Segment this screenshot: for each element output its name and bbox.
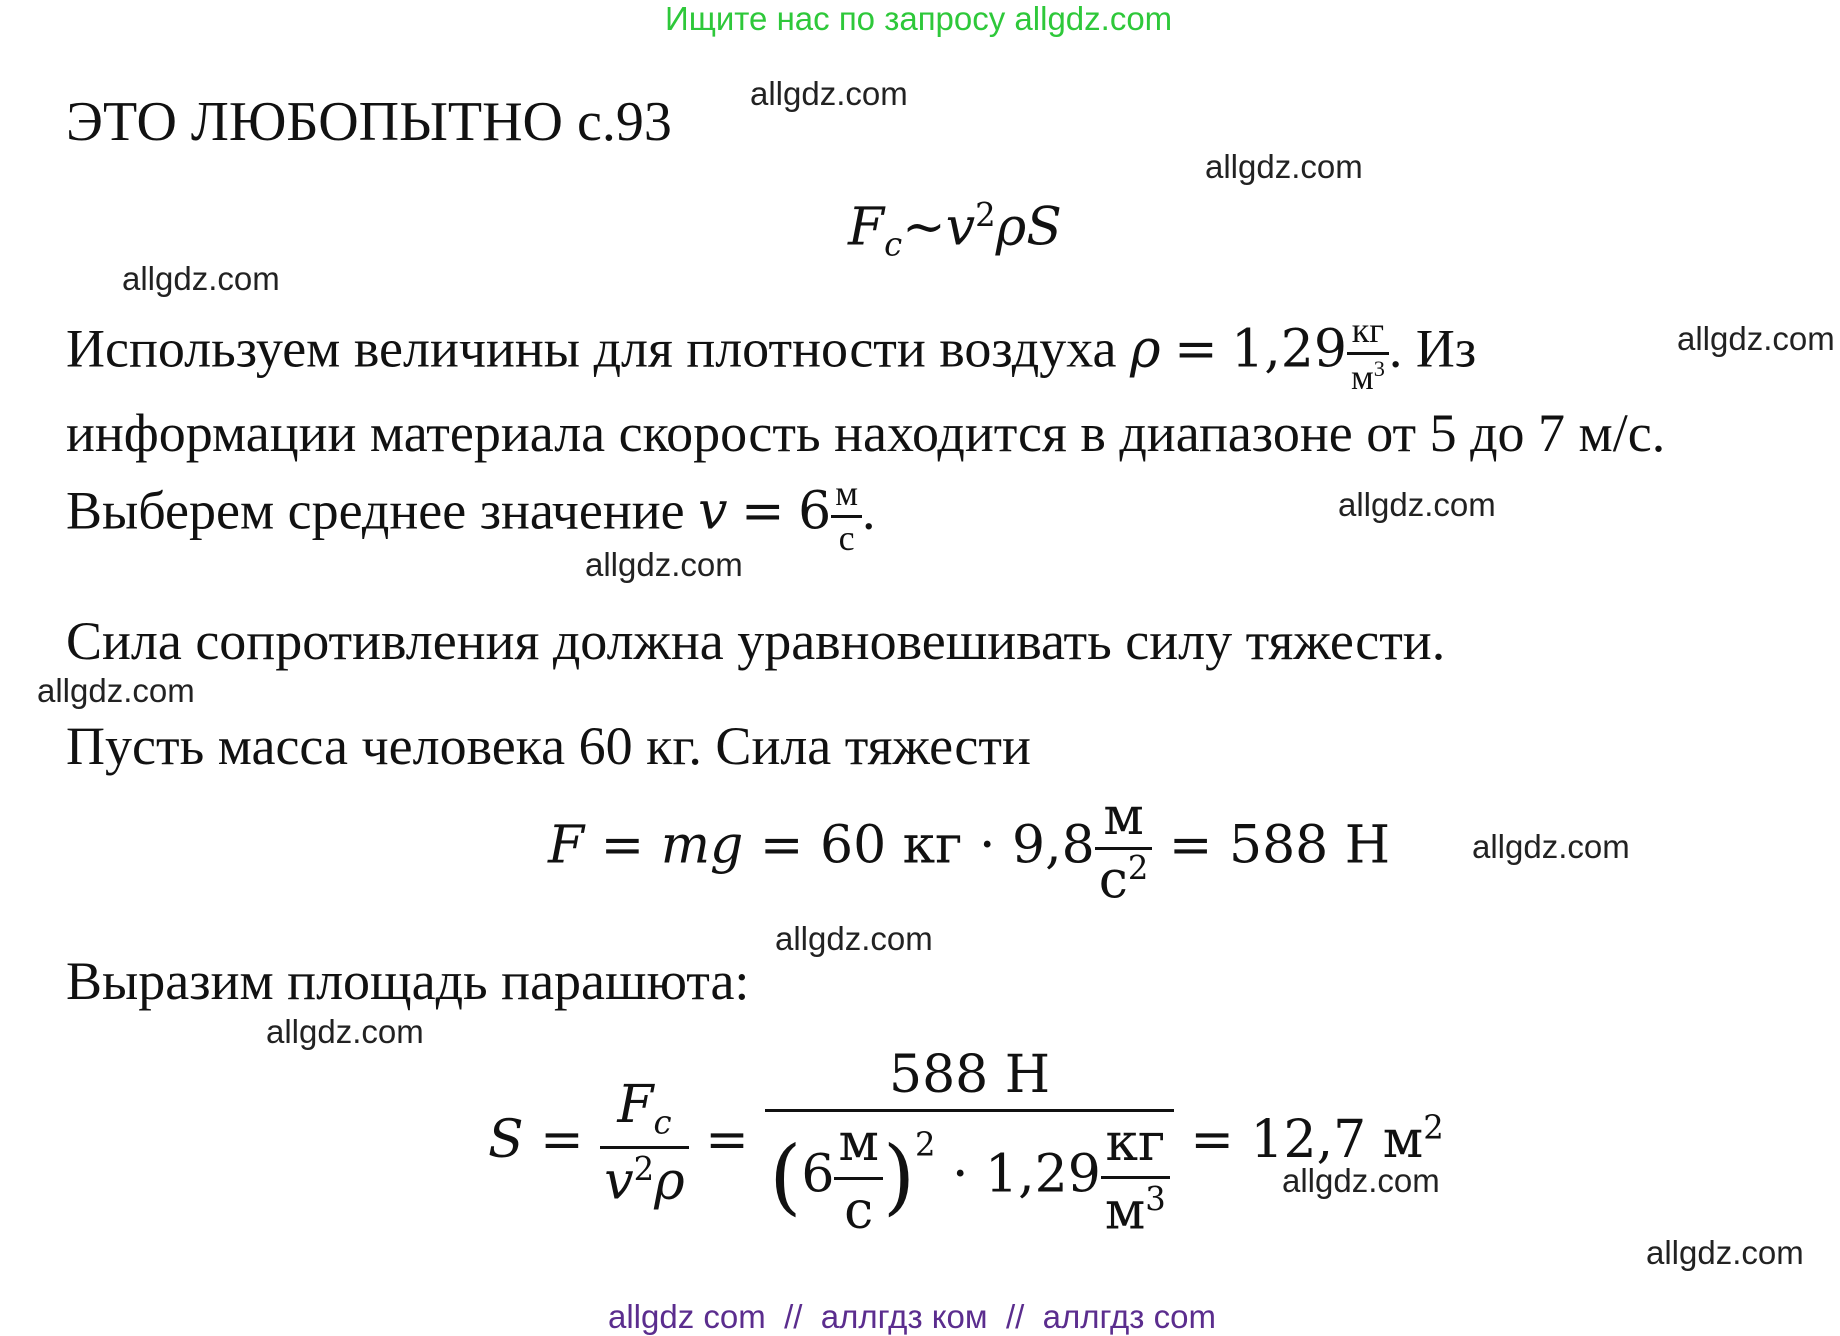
speed-value: 6 bbox=[798, 481, 832, 542]
symbol-force: F bbox=[848, 197, 885, 258]
equals-sign: = bbox=[1168, 815, 1213, 876]
speed-unit bbox=[831, 475, 862, 558]
watermark: allgdz.com bbox=[1472, 828, 1630, 865]
paragraph-area: Выразим площадь парашюта: bbox=[66, 951, 750, 1011]
page-title: ЭТО ЛЮБОПЫТНО с.93 bbox=[66, 91, 672, 153]
equals-sign: = bbox=[1190, 1110, 1234, 1171]
symbol-gravity: g bbox=[710, 815, 744, 876]
symbol-velocity: v bbox=[945, 197, 976, 258]
separator: // bbox=[784, 1298, 803, 1335]
paragraph-speed-range: информации материала скорость находится в диапазоне от 5 до 7 м/с. bbox=[66, 403, 1666, 463]
separator: // bbox=[1005, 1298, 1025, 1335]
paragraph-balance: Сила сопротивления должна уравновешивать силу тяжести. bbox=[66, 611, 1446, 671]
gravity-product: 60 кг · 9,8 bbox=[819, 815, 1095, 876]
bottom-link-3[interactable]: аллгдз com bbox=[1042, 1298, 1216, 1335]
exponent: 2 bbox=[975, 196, 996, 234]
density-unit: $\frac{кг}{м^3}$ bbox=[1101, 1116, 1170, 1240]
tilde: ~ bbox=[902, 197, 946, 258]
acceleration-unit bbox=[1095, 787, 1153, 910]
watermark: allgdz.com bbox=[585, 546, 743, 583]
bottom-link-1[interactable]: allgdz com bbox=[608, 1298, 766, 1335]
watermark: allgdz.com bbox=[1338, 486, 1496, 523]
fraction-numerator: 588 Н bbox=[765, 1048, 1173, 1112]
fraction-denominator: (6 $\frac{м}{с}$ )$^2$ · 1,29 $\frac{кг}{м^3}$ bbox=[765, 1112, 1173, 1240]
symbol-force: F bbox=[548, 815, 585, 876]
watermark: allgdz.com bbox=[1282, 1162, 1440, 1199]
symbol-area: S bbox=[1026, 197, 1062, 258]
formula-gravity-force bbox=[548, 787, 1391, 910]
watermark: allgdz.com bbox=[1677, 320, 1835, 357]
equals-sign: = bbox=[759, 815, 804, 876]
paragraph-mass: Пусть масса человека 60 кг. Сила тяжести bbox=[66, 716, 1031, 776]
bottom-banner bbox=[608, 1298, 1216, 1336]
unit-denominator: $с^2$ bbox=[1098, 848, 1149, 910]
fraction-numerator: $F_c$ bbox=[600, 1078, 688, 1149]
watermark: allgdz.com bbox=[266, 1013, 424, 1050]
unit-numerator: м bbox=[831, 475, 862, 518]
density-value: 1,29 bbox=[1231, 319, 1347, 380]
symbol-mass: m bbox=[660, 815, 711, 876]
watermark: allgdz.com bbox=[122, 260, 280, 297]
density-unit bbox=[1347, 312, 1389, 397]
equals-sign: = bbox=[1174, 319, 1218, 380]
watermark: allgdz.com bbox=[775, 920, 933, 957]
symbol-velocity: v bbox=[698, 481, 728, 542]
paragraph-density bbox=[66, 312, 1476, 397]
area-result: 12,7 $м^2$ bbox=[1250, 1108, 1444, 1171]
paragraph-tail: . bbox=[861, 480, 876, 541]
bottom-link-2[interactable]: аллгдз ком bbox=[820, 1298, 988, 1335]
watermark: allgdz.com bbox=[37, 672, 195, 709]
subscript-c: c bbox=[884, 225, 903, 264]
unit-numerator: кг bbox=[1347, 312, 1389, 355]
fraction-denominator: $v^2\rho$ bbox=[604, 1150, 685, 1212]
equals-sign: = bbox=[600, 815, 645, 876]
equals-sign: = bbox=[705, 1110, 749, 1171]
watermark: allgdz.com bbox=[750, 75, 908, 112]
formula-parachute-area bbox=[488, 1045, 1444, 1242]
watermark: allgdz.com bbox=[1205, 148, 1363, 185]
symbol-area: S bbox=[488, 1110, 524, 1171]
formula-drag-proportionality bbox=[848, 196, 1062, 264]
unit-denominator: с bbox=[838, 517, 855, 558]
unit-denominator: $м^3$ bbox=[1350, 355, 1385, 397]
speed-unit: $\frac{м}{с}$ bbox=[834, 1116, 882, 1238]
paragraph-tail: . Из bbox=[1388, 318, 1477, 379]
fraction-numeric bbox=[765, 1045, 1173, 1242]
paragraph-text: Выберем среднее значение bbox=[66, 480, 685, 541]
symbol-density: ρ bbox=[995, 197, 1027, 258]
equals-sign: = bbox=[540, 1110, 584, 1171]
equals-sign: = bbox=[741, 481, 785, 542]
top-banner[interactable]: Ищите нас по запросу allgdz.com bbox=[665, 0, 1173, 37]
paragraph-text: Используем величины для плотности воздуха bbox=[66, 318, 1117, 379]
paragraph-choose-speed bbox=[66, 475, 875, 558]
unit-numerator: м bbox=[1095, 790, 1153, 850]
watermark: allgdz.com bbox=[1646, 1234, 1804, 1271]
fraction-symbolic bbox=[600, 1074, 688, 1212]
symbol-density: ρ bbox=[1130, 319, 1161, 380]
gravity-result: 588 Н bbox=[1229, 815, 1391, 876]
